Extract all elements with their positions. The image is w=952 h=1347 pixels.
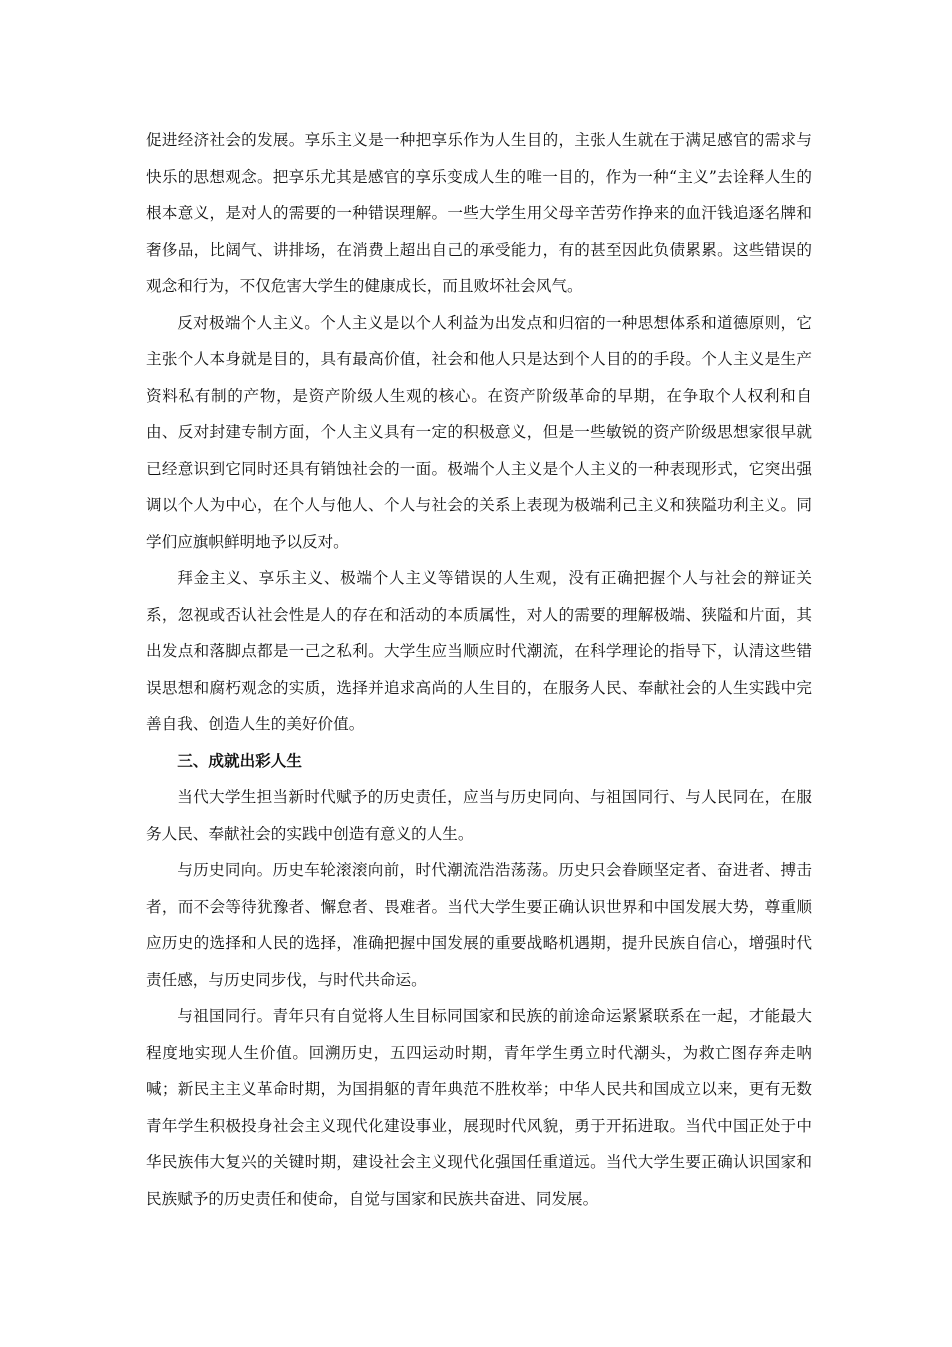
paragraph-with-motherland: 与祖国同行。青年只有自觉将人生目标同国家和民族的前途命运紧紧联系在一起，才能最大程度地实现人生价值。回溯历史，五四运动时期，青年学生勇立时代潮头，为救亡图存奔走呐喊；新民主主义革命时期，为国捐躯的青年典范不胜枚举；中华人民共和国成立以来，更有无数青年学生积极投身社会主义现代化建设事业，展现时代风貌，勇于开拓进取。当代中国正处于中华民族伟大复兴的关键时期，建设社会主义现代化强国任重道远。当代大学生要正确认识国家和民族赋予的历史责任和使命，自觉与国家和民族共奋进、同发展。 xyxy=(146,1007,812,1208)
document-body xyxy=(146,122,812,1217)
section-heading: 三、成就出彩人生 xyxy=(177,751,302,770)
paragraph-hedonism-continued: 促进经济社会的发展。享乐主义是一种把享乐作为人生目的，主张人生就在于满足感官的需求与快乐的思想观念。把享乐尤其是感官的享乐变成人生的唯一目的，作为一种“主义”去诠释人生的根本意义，是对人的需要的一种错误理解。一些大学生用父母辛苦劳作挣来的血汗钱追逐名牌和奢侈品，比阔气、讲排场，在消费上超出自己的承受能力，有的甚至因此负债累累。这些错误的观念和行为，不仅危害大学生的健康成长，而且败坏社会风气。 xyxy=(146,131,812,295)
paragraph-wrong-outlooks-summary: 拜金主义、享乐主义、极端个人主义等错误的人生观，没有正确把握个人与社会的辩证关系，忽视或否认社会性是人的存在和活动的本质属性，对人的需要的理解极端、狭隘和片面，其出发点和落脚点都是一己之私利。大学生应当顺应时代潮流，在科学理论的指导下，认清这些错误思想和腐朽观念的实质，选择并追求高尚的人生目的，在服务人民、奉献社会的人生实践中完善自我、创造人生的美好价值。 xyxy=(146,569,812,733)
paragraph-section-intro: 当代大学生担当新时代赋予的历史责任，应当与历史同向、与祖国同行、与人民同在，在服务人民、奉献社会的实践中创造有意义的人生。 xyxy=(146,788,812,843)
paragraph-with-history: 与历史同向。历史车轮滚滚向前，时代潮流浩浩荡荡。历史只会眷顾坚定者、奋进者、搏击者，而不会等待犹豫者、懈怠者、畏难者。当代大学生要正确认识世界和中国发展大势，尊重顺应历史的选择和人民的选择，准确把握中国发展的重要战略机遇期，提升民族自信心，增强时代责任感，与历史同步伐，与时代共命运。 xyxy=(146,861,812,989)
paragraph-oppose-individualism: 反对极端个人主义。个人主义是以个人利益为出发点和归宿的一种思想体系和道德原则，它主张个人本身就是目的，具有最高价值，社会和他人只是达到个人目的的手段。个人主义是生产资料私有制的产物，是资产阶级人生观的核心。在资产阶级革命的早期，在争取个人权利和自由、反对封建专制方面，个人主义具有一定的积极意义，但是一些敏锐的资产阶级思想家很早就已经意识到它同时还具有销蚀社会的一面。极端个人主义是个人主义的一种表现形式，它突出强调以个人为中心，在个人与他人、个人与社会的关系上表现为极端利己主义和狭隘功利主义。同学们应旗帜鲜明地予以反对。 xyxy=(146,313,812,551)
